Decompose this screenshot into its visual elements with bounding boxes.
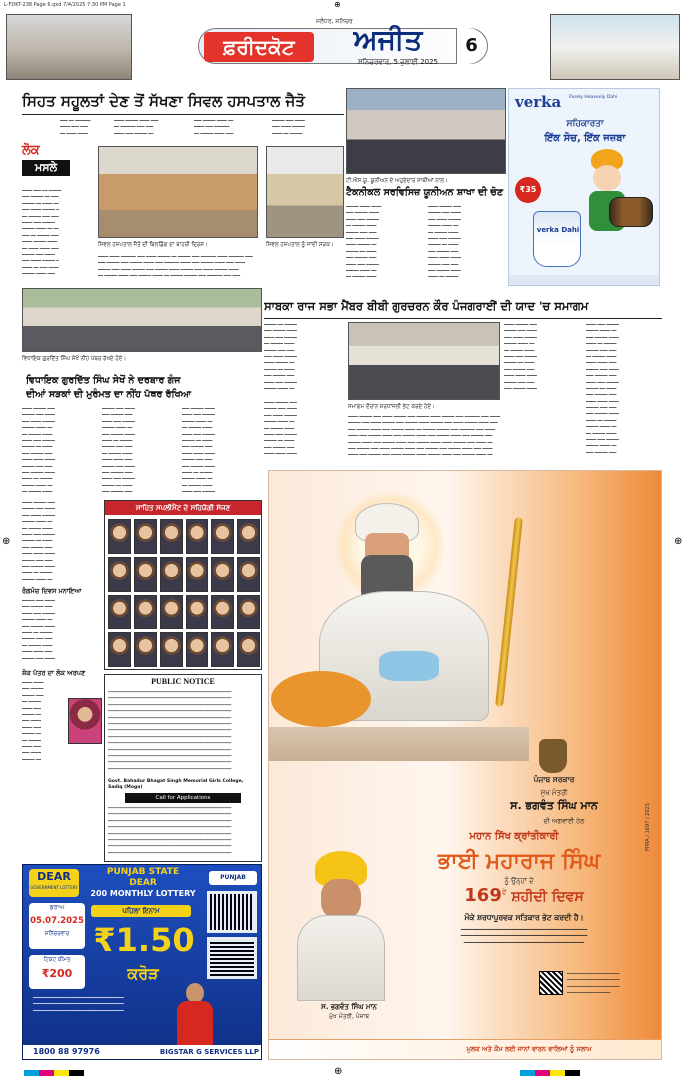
verka-title: ਸਹਿਕਾਰਤਾ [566, 119, 604, 129]
contributor-photo [211, 595, 234, 630]
hero-name: ਭਾਈ ਮਹਾਰਾਜ ਸਿੰਘ [437, 848, 601, 874]
contributor-photo [237, 519, 260, 554]
lottery-footer [23, 1045, 262, 1060]
lottery-title-3: 200 MONTHLY LOTTERY [90, 889, 196, 898]
workers-caption: ਟੀ.ਐਸ.ਯੂ. ਯੂਨੀਅਨ ਦੇ ਅਹੁਦੇਦਾਰ ਸਾਥੀਆਂ ਨਾਲ। [346, 178, 448, 184]
ticket-price-label: ਟਿਕਟ ਕੀਮਤ [43, 957, 71, 963]
notice-body: ━━━━━━━━━━━━━━━━━━━━━━━━━━━━━━━━━━━━━━━━━━━━━━━━━━━━━━━━━ ━━━━━━━━━━━━━━━━━━━━━━━━━━━━━━━━━━━━━━━━━━━━━━━━━━━━━━━━━ ━━━━━━━━━━━━━━━━━━━━━━━━━━━━━━━━━━━━━━━━━━━━━━━━━━━━━━━━━ ━━━━━━━━━━━━━━━━━━━━━━━━━━━━━━━━━━━━━━━━━━━━━━━━━━━━━━━━━ ━━━━━━━━━━━━━━━━━━━━━━━━━━━━━━━━━━━━━━━━━━━━━━━━━━━━━━━━━ ━━━━━━━━━━━━━━━━━━━━━━━━━━━━━━━━━━━━━━━━━━━━━━━━━━━━━━━━━ ━━━━━━━━━━━━━━━━━━━━━━━━━━━━━━━━━━━━━━━━━━━━━━━━━━━━━━━━━ ━━━━━━━━━━━━━━━━━━━━━━━━━━━━━━━━━━━━━━━━━━━━━━━━━━━━━━━━━ ━━━━━━━━━━━━━━━━━━━━━━━━━━━━━━━━━━━━━━━━━━━━━━━━━━━━━━━━━ ━━━━━━━━━━━━━━━━━━━━━━━━━━━━━━━━━━━━━━━━━━━━━━━━━━━━━━━━━ ━━━━━━━━━━━━━━━━━━━━━━━━━━━━━━━━━━━━━━━━━━━━━━━━━━━━━━━━━ ━━━━━━━━━━━━━━━━━━━━━━━━━━━━━━━━━━━━━━━━━━━━━━━━━━━━━━━━━ ━━━━━━━━━━━━━━━━━━━━━━━━━━━━━━━━━━━━━━━━━━━━━━━━━━━━━━━━━ [108, 690, 232, 771]
page-number: 6 [456, 28, 486, 64]
hospital-building-photo [98, 146, 258, 238]
workers-col-1: ━━━━━ ━━━━ ━━━━ ━━━ ━━━━━ ━━━━ ━━━━ ━━━ ━━━━━ ━━ ━━━━━ ━━━━ ━━━━━ ━━━ ━━━ ━━━ ━━━━ ━━━━━ ━━━━ ━━━━━ ━━ ━━━━━ ━━ ━━━━ ━━━ ━━━━━ ━━━ ━━━━ ━━━ ━━━━━ ━━━━━ ━━━━ ━━ ━━ ━━━━━ ━━━━ [346, 204, 382, 280]
draw-label: ਡਰਾਅ [49, 904, 65, 911]
qr-code-2 [207, 937, 257, 979]
hospital-col-3: ━━━ ━━━━━ ━━━━ ━━ ━━━━ ━━━ ━━━━━━ ━━ ━━━━━ ━━━━ ━━━ [194, 118, 234, 136]
prize-unit: ਕਰੋੜ [127, 964, 159, 983]
guruduara-photo [22, 288, 262, 352]
dear-logo [29, 869, 79, 897]
headline-guruduara-2: ਦੀਆਂ ਸੜਕਾਂ ਦੀ ਮੁਰੰਮਤ ਦਾ ਨੀਂਹ ਪੱਥਰ ਰੱਖਿਆ [26, 389, 191, 400]
masthead-date: ਸ਼ਨਿਚਰਵਾਰ, 5 ਜੁਲਾਈ 2025 [357, 58, 439, 66]
headline-small-1: ਰੰਗਮੰਚ ਦਿਵਸ ਮਨਾਇਆ [22, 587, 82, 595]
masthead-banner [198, 16, 488, 78]
govt-qr-code [539, 971, 563, 995]
hospital-caption-2: ਸਿਵਲ ਹਸਪਤਾਲ ਨੂੰ ਜਾਂਦੀ ਸੜਕ। [266, 242, 334, 248]
contributor-photo [134, 595, 157, 630]
cm-title: ਮੁੱਖ ਮੰਤਰੀ [540, 789, 568, 797]
badge-bottom: ਮਸਲੇ [22, 160, 70, 176]
qr-code-1 [207, 891, 257, 933]
cm-name: ਸ. ਭਗਵੰਤ ਸਿੰਘ ਮਾਨ [510, 799, 598, 812]
notice-box-body: ━━━━━━━━━━━━━━━━━━━━━━━━━━━━━━━━━━━━━━━━━━━━━━━━━━━━━━━━━ ━━━━━━━━━━━━━━━━━━━━━━━━━━━━━━━━━━━━━━━━━━━━━━━━━━━━━━━━━ ━━━━━━━━━━━━━━━━━━━━━━━━━━━━━━━━━━━━━━━━━━━━━━━━━━━━━━━━━ ━━━━━━━━━━━━━━━━━━━━━━━━━━━━━━━━━━━━━━━━━━━━━━━━━━━━━━━━━ ━━━━━━━━━━━━━━━━━━━━━━━━━━━━━━━━━━━━━━━━━━━━━━━━━━━━━━━━━ ━━━━━━━━━━━━━━━━━━━━━━━━━━━━━━━━━━━━━━━━━━━━━━━━━━━━━━━━━ ━━━━━━━━━━━━━━━━━━━━━━━━━━━━━━━━━━━━━━━━━━━━━━━━━━━━━━━━━ ━━━━━━━━━━━━━━━━━━━━━━━━━━━━━━━━━━━━━━━━━━━━━━━━━━━━━━━━━ [108, 806, 232, 855]
narrow-col-text-2: ━━━━━ ━━━ ━━━━ ━━━ ━━━━━ ━━━ ━━━━ ━━━ ━━━━━ ━━━━━ ━━━━ ━━ ━━━ ━━━━━ ━━━━ ━━━━ ━━ ━━━━━ ━━━━━ ━━━ ━━━ ━━ ━━━━━ ━━━━ ━━━━ ━━━━ ━━━ ━━━━━ ━━━ ━━━━ [22, 598, 55, 661]
ambassador-figure [173, 983, 217, 1045]
story-guruduara [22, 374, 262, 500]
narrow-col-text-3: ━━━━ ━━━━ ━━━ ━━━━━ ━━━━━ ━━━ ━━ ━━━━━ ━━━━ ━━━ ━━━━━ ━━ ━━━ ━━━━ ━━━━ ━━━ ━━━━━ ━━ ━━ ━━━━━ ━━━━ ━━━ ━━━ ━━━━ ━━━━━ ━━ [22, 680, 44, 762]
cm-photo [293, 851, 389, 1001]
obituary-photo [68, 698, 102, 744]
verka-logo: verka [515, 93, 562, 111]
govt-emblem-icon [539, 739, 567, 773]
supplement-title: ਸਾਹਿਤ ਸਪਲੀਮੈਂਟ ਦੇ ਸਹਿਯੋਗੀ ਸੱਜਣ [105, 501, 261, 515]
drum-illustration [609, 197, 653, 227]
bottom-strip [0, 1062, 687, 1089]
draw-day: ਸ਼ਨਿੱਚਰਵਾਰ [44, 931, 70, 937]
dear-logo-line1: DEAR [37, 870, 71, 883]
memorial-photo [348, 322, 500, 400]
govt-name: ਪੰਜਾਬ ਸਰਕਾਰ [533, 775, 575, 784]
right-building-photo [550, 14, 680, 80]
guruduara-col-2: ━━━━━ ━━━ ━━━━ ━━━ ━━━━━ ━━━ ━━━━ ━━━ ━━━━━ ━━━━━ ━━━━ ━━ ━━━ ━━━━━ ━━━━ ━━━━ ━━ ━━━━━ ━━━━━ ━━━ ━━━ ━━ ━━━━━ ━━━━ ━━━━ ━━━━ ━━━ ━━━━━ ━━━ ━━━━ ━━━ ━━━━━ ━━━ ━━━━ ━━━ ━━━━━ ━━━━━ ━━ ━━━━ ━━━ ━━━━━ ━━━ [102, 406, 135, 495]
anniversary [429, 885, 619, 906]
public-notice [104, 674, 262, 862]
hospital-caption-1: ਸਿਵਲ ਹਸਪਤਾਲ ਜੈਤੋ ਦੀ ਬਿਲਡਿੰਗ ਦਾ ਬਾਹਰੀ ਦ੍ਰਿਸ਼। [98, 242, 208, 248]
govt-info-text: ━━━━━━━━━━━━━━━━━━━━━━━ ━━━━━━━━━━━━━━━━━━━━━━━ ━━━━━━━━━━━━━━━━━━━━━━━ ━━━━━━━━━━━━━━━━━━━ [567, 971, 620, 996]
verka-slogan: ਇੱਕ ਸੋਚ, ਇੱਕ ਜਜ਼ਬਾ [544, 133, 626, 144]
memorial-col-1: ━━━━━ ━━ ━━━━━ ━━━ ━━━━━ ━━━━ ━━━━ ━━━ ━━━━━ ━━ ━━━━━ ━━━━ ━━━━━ ━━━ ━━━ ━━━ ━━━━ ━━━━━ ━━━━ ━━━━━ ━━ ━━━━━ ━━ ━━━━ ━━━ ━━━━━ ━━━ ━━━━ ━━━ ━━━━━ ━━━━━ ━━━━ ━━ [264, 322, 297, 391]
masthead-sub: ਜਲੰਧਰ, ਸ਼ਨਿਚਰ [316, 18, 353, 25]
register-mark-right: ⊕ [674, 536, 683, 547]
badge-top: ਲੋਕ [22, 143, 40, 158]
govt-footer [269, 1039, 662, 1060]
ticket-price-box [29, 955, 85, 989]
prize-amount: ₹1.50 [93, 921, 195, 959]
led-by: ਦੀ ਅਗਵਾਈ ਹੇਠ [543, 817, 585, 825]
contributor-photo [237, 557, 260, 592]
cm-caption-role: ਮੁੱਖ ਮੰਤਰੀ, ਪੰਜਾਬ [328, 1013, 370, 1020]
contributor-photo [108, 595, 131, 630]
draw-date-box [29, 903, 85, 949]
govt-footer-text: ਮੁਲਕ ਅਤੇ ਕੌਮ ਲਈ ਜਾਨਾਂ ਵਾਰਨ ਵਾਲਿਆਂ ਨੂੰ ਸਲਾਮ [466, 1045, 592, 1053]
dahi-cup [533, 211, 581, 267]
hospital-col-2: ━━━━ ━━━━━ ━━━━ ━━━ ━━ ━━━━━━ ━━━ ━━━ ━━━━ ━━━ ━━━━━ ━━ [114, 118, 159, 136]
masthead-paper: ਅਜੀਤ [353, 23, 423, 56]
sword-icon [495, 517, 523, 707]
contributor-photo [134, 557, 157, 592]
left-building-photo [6, 14, 132, 80]
lottery-fine-print: ━━━━━━━━━━━━━━━━━━━━━━━━━━━━━━━━━━━━ ━━━━━━━━━━━━━━━━━━━━━━━━━━━━━━━━━━━━ ━━━━━━━━━━━━━━━━━━━━━━━━━━━━━━━━━━━━ [33, 995, 124, 1013]
left-narrow-column [22, 500, 102, 862]
memorial-col-3: ━━━━ ━━━━━ ━━━ ━━━━━ ━━━ ━━━━ ━━━ ━━━━ ━━━━━ ━━━━━ ━━━━ ━━ ━━ ━━━━━ ━━━━ ━━━━ ━━━ ━━━━━ ━━━━━ ━━ ━━━━ ━━━ ━━━━━ ━━━ ━━━━ ━━━━ ━━━━ ━━━━━ ━━━ ━━━ ━━━ ━━━━━ ━━━━ [504, 322, 537, 391]
hospital-col-4: ━━━━━ ━━━ ━━━━ ━━━ ━━━━ ━━━━━ ━━━━ ━━ ━━━━━ [272, 118, 305, 136]
register-mark-top: ⊕ [334, 0, 341, 9]
contributors-grid [108, 519, 260, 667]
saint-cushion [271, 671, 371, 727]
govt-quote: ━━━━━━━━━━━━━━━━━━━━━━━━━━━━━━━━━━━━━━━━━━ ━━━━━━━━━━━━━━━━━━━━━━━━━━━━━━━━━━━━━━━━━━ ━━━━━━━━━━━━━━━━━━━━━━━━━━━━━━━━━━━━━━━━ [460, 927, 588, 946]
supplement-box [104, 500, 262, 670]
headline-memorial: ਸਾਬਕਾ ਰਾਜ ਸਭਾ ਮੈਂਬਰ ਬੀਬੀ ਗੁਰਚਰਨ ਕੌਰ ਪੰਜਗਰਾਈਂ ਦੀ ਯਾਦ 'ਚ ਸਮਾਗਮ [264, 299, 589, 313]
hospital-body-bottom: ━━━━ ━━━━ ━━━━━━ ━━━ ━━━━ ━━━━━ ━━ ━━━━━ ━━━ ━━━━━━ ━━━━ ━━━━━━ ━━━ ━━━ ━━━━━ ━━━ ━━━━━ ━━━━ ━━━ ━━━━━━ ━━━━ ━━━ ━━━━━ ━━━━ ━━━ ━━━━ ━━━━━ ━━━ ━━━━ ━━━━━ ━━━ ━━━━━ ━━━━ ━━━━━ ━━━ ━━━━ ━━━━━ ━━━━ ━━ ━━━━━ ━━━━ ━━━ ━━━━━ ━━━━ ━━ ━━━━━ ━━━━━ ━━━ ━━━━━━ ━━━ ━━━ [98, 254, 253, 279]
headline-small-2: ਸ਼ੋਕ ਪੱਤਰ ਦਾ ਲੋਕ ਅਰਪਣ [22, 669, 86, 677]
contributor-photo [237, 632, 260, 667]
contributor-photo [108, 557, 131, 592]
contributor-photo [211, 632, 234, 667]
memorial-col-1b: ━━━━ ━━━━━ ━━━ ━━━━━ ━━━ ━━━━ ━━━ ━━━━ ━━━━━ ━━━━━ ━━━━ ━━ ━━ ━━━━━ ━━━━ ━━━━ ━━━ ━━━━━ ━━━━━ ━━ ━━━━ ━━━ ━━━━━ ━━━ ━━━━ ━━━━ ━━━━ [264, 400, 297, 457]
public-notice-title: PUBLIC NOTICE [151, 677, 215, 686]
govt-ad [268, 470, 662, 1060]
contributor-photo [108, 632, 131, 667]
masthead [0, 12, 687, 86]
verka-price-badge: ₹35 [515, 177, 541, 203]
headline-workers: ਟੈਕਨੀਕਲ ਸਰਵਿਸਿਜ਼ ਯੂਨੀਅਨ ਸ਼ਾਖਾ ਦੀ ਚੋਣ [346, 187, 504, 198]
workers-col-2: ━━━━ ━━━━━ ━━━ ━━━━━ ━━━ ━━━━ ━━━ ━━━━ ━━━━━ ━━━━━ ━━━━ ━━ ━━ ━━━━━ ━━━━ ━━━━ ━━━ ━━━━━ ━━━━━ ━━ ━━━━ ━━━ ━━━━━ ━━━ ━━━━ ━━━━ ━━━━ ━━━━━ ━━━ ━━━ ━━━ ━━━━━ ━━━━ ━━━━ ━━ ━━━━━ [428, 204, 461, 280]
contributor-photo [237, 595, 260, 630]
contributor-photo [134, 632, 157, 667]
color-bar-right [520, 1070, 580, 1076]
printer-strip [0, 0, 687, 12]
guruduara-col-1: ━━━━ ━━━━━ ━━━ ━━━━━ ━━━ ━━━━ ━━━ ━━━━ ━━━━━ ━━━━━ ━━━━ ━━ ━━ ━━━━━ ━━━━ ━━━━ ━━━ ━━━━━ ━━━━━ ━━ ━━━━ ━━━ ━━━━━ ━━━ ━━━━ ━━━━ ━━━━ ━━━━━ ━━━ ━━━ ━━━ ━━━━━ ━━━━ ━━━━ ━━ ━━━━━ ━━━━━ ━━━━ ━━ ━━ ━━━━━ ━━━━ [22, 406, 55, 495]
draw-date: 05.07.2025 [30, 916, 84, 926]
contributor-photo [160, 519, 183, 554]
govt-side-code: PPRA / 1697 / 2025 [645, 803, 651, 851]
headline-guruduara-1: ਵਿਧਾਇਕ ਗੁਰਦਿੱਤ ਸਿੰਘ ਸੇਖੋਂ ਨੇ ਦਰਬਾਰ ਗੰਜ [26, 375, 181, 386]
saint-blue-cloth [379, 651, 439, 681]
contributor-photo [134, 519, 157, 554]
anniversary-sup: ਵੇਂ [501, 888, 507, 897]
contributor-photo [186, 557, 209, 592]
contributor-photo [186, 519, 209, 554]
register-mark-left: ⊕ [2, 536, 11, 547]
cm-caption-name: ਸ. ਭਗਵੰਤ ਸਿੰਘ ਮਾਨ [321, 1003, 377, 1011]
dear-logo-line2: GOVERNMENT LOTTERY [30, 885, 78, 890]
lottery-title-2: DEAR [129, 878, 157, 888]
to-them: ਨੂੰ ਉਨ੍ਹਾਂ ਦੇ [504, 877, 534, 885]
saint-painting [269, 471, 529, 761]
notice-box-title: Call for Applications [125, 793, 241, 803]
narrow-col-text-1: ━━━━ ━━━━━ ━━━ ━━━━━ ━━━ ━━━━ ━━━ ━━━━ ━━━━━ ━━━━━ ━━━━ ━━ ━━ ━━━━━ ━━━━ ━━━━ ━━━ ━━━━━ ━━━━━ ━━ ━━━━ ━━━ ━━━━━ ━━━ ━━━━ ━━━━ ━━━━ ━━━━━ ━━━ ━━━ ━━━ ━━━━━ ━━━━ ━━━━ ━━ ━━━━━ ━━━━━ ━━━━ ━━ [22, 500, 55, 582]
verka-ad [508, 88, 660, 286]
contributor-photo [108, 519, 131, 554]
lottery-ad [22, 864, 262, 1060]
color-bar-left [24, 1070, 84, 1076]
contributor-photo [211, 557, 234, 592]
hospital-road-photo [266, 146, 344, 238]
notice-college: Govt. Bahadur Bhagat Singh Memorial Girls College, Sadiq (Moga) [108, 779, 244, 790]
contributor-photo [186, 595, 209, 630]
saint-platform [269, 727, 529, 761]
dahi-cup-label: verka Dahi [536, 226, 580, 234]
anniversary-label: ਸ਼ਹੀਦੀ ਦਿਵਸ [511, 889, 584, 905]
contributor-photo [211, 519, 234, 554]
verka-small-tagline: Purely Heavenly Dahi [569, 95, 618, 100]
printer-line: L-FDKT-238 Page 6.qxd 7/4/2025 7:30 PM Page 1 [4, 2, 126, 8]
memorial-caption: ਸਮਾਗਮ ਦੌਰਾਨ ਸ਼ਰਧਾਂਜਲੀ ਭੇਟ ਕਰਦੇ ਹੋਏ। [348, 404, 435, 410]
contributor-photo [160, 595, 183, 630]
workers-photo [346, 88, 506, 174]
story-hospital [22, 90, 344, 286]
hospital-col-1: ━━━ ━━ ━━━━━━ ━━━━ ━━━ ━━━ ━━ ━━━━ ━━━━ [60, 118, 91, 136]
lok-masle-badge [22, 142, 70, 182]
guruduara-col-3: ━━━ ━━━━━ ━━━━ ━━━━ ━━━ ━━━━━ ━━━━━ ━━━━ ━━ ━━ ━━━━━ ━━━━ ━━━━ ━━━ ━━━━━ ━━━━━ ━━ ━━━━ ━━━ ━━━━━ ━━━ ━━━━ ━━━━ ━━━━ ━━━━━ ━━━ ━━━ ━━━ ━━━━━ ━━━━ ━━━━ ━━ ━━━━━ ━━━━━ ━━━━ ━━ ━━ ━━━━━ ━━━━ ━━━━ ━━━ ━━━━━ [182, 406, 215, 495]
story-memorial [264, 296, 662, 466]
lottery-phone: 1800 88 97976 [33, 1047, 100, 1056]
hero-intro: ਮਹਾਨ ਸਿੱਖ ਕ੍ਰਾਂਤੀਕਾਰੀ [469, 831, 559, 842]
memorial-col-4: ━━━━ ━━━ ━━━━━ ━━━━━ ━━━━ ━━ ━━━ ━━━━━ ━━━━ ━━━━ ━━ ━━━━━ ━━━━━ ━━━ ━━━ ━━ ━━━━━ ━━━━ ━━━━ ━━━━ ━━━ ━━━━━ ━━━ ━━━━ ━━━ ━━━━━ ━━━ ━━━━ ━━━ ━━━━━ ━━━━━ ━━ ━━━━ ━━━ ━━━━━ ━━━ ━━━━ ━━━━ ━━━━ ━━━━━ ━━━ ━━━ ━━━ ━━━━━ ━━━━ ━━━━ ━━ ━━━━━ ━━━━━ ━━━━ ━━ ━━ ━━━━━ ━━━━ ━━━━ ━━━ ━━━━━ ━━━━━ ━━━━ ━━ ━━━ ━━━━━ ━━━ [586, 322, 619, 455]
tribute-line: ਮੌਕੇ ਸ਼ਰਧਾਪੂਰਵਕ ਸਤਿਕਾਰ ਭੇਟ ਕਰਦੀ ਹੈ। [464, 913, 584, 922]
story-workers [346, 88, 506, 288]
anniversary-number: 169 [464, 885, 502, 906]
hospital-body-left: ━━━━ ━━━ ━━ ━━━━━ ━━━ ━━━━━ ━━ ━━━ ━━━━━ ━━ ━━━━ ━━ ━━━ ━━━━ ━━━━━ ━ ━━ ━━━━━ ━━━ ━━━ ━━━━ ━━━ ━━━━━ ━━━━━ ━━━━ ━━ ━━ ━━━ ━━ ━━━━━ ━━━ ━━━━ ━━━━━ ━━━━ ━━ ━━━━ ━━━━ ━━━ ━━━━━ ━━━ ━━━━ ━━━ ━━━━ ━━━━━ ━ ━━━━ ━━ ━━━ ━━━━ ━━━━━ ━━━━ ━━━ [22, 188, 62, 277]
headline-hospital: ਸਿਹਤ ਸਹੂਲਤਾਂ ਦੇਣ ਤੋਂ ਸੱਖਣਾ ਸਿਵਲ ਹਸਪਤਾਲ ਜੈਤੋ [22, 92, 305, 110]
lottery-agent: BIGSTAR G SERVICES LLP [159, 1048, 259, 1056]
contributor-photo [160, 557, 183, 592]
punjab-logo: PUNJAB [209, 871, 257, 885]
ticket-price: ₹200 [41, 967, 73, 980]
guruduara-caption: ਵਿਧਾਇਕ ਗੁਰਦਿੱਤ ਸਿੰਘ ਸੇਖੋਂ ਨੀਂਹ ਪੱਥਰ ਰੱਖਦੇ ਹੋਏ। [22, 356, 127, 362]
masthead-city: ਫ਼ਰੀਦਕੋਟ [204, 32, 314, 62]
contributor-photo [186, 632, 209, 667]
contributor-photo [160, 632, 183, 667]
prize-label: ਪਹਿਲਾ ਇਨਾਮ [91, 905, 191, 917]
register-mark-bottom: ⊕ [334, 1066, 343, 1077]
lottery-title-1: PUNJAB STATE [106, 867, 180, 877]
memorial-body-bottom: ━━━━ ━━━━━ ━━━ ━━━━ ━━━━━ ━━━ ━━━━━ ━━━━ ━━━━━ ━━━ ━━━━━━ ━━━ ━━━━ ━━━━━ ━━━ ━━━━ ━━━━━ ━━━ ━━━━━ ━━━━ ━━━━━ ━━━ ━━━━ ━━━━━ ━━━━ ━━━ ━━━ ━━━━━ ━━━━ ━━━ ━━━━━ ━━━━ ━━ ━━━━━ ━━━━━ ━━━ ━━━━━━ ━━━ ━━━━ ━━━━ ━━━ ━━━━━ ━━━━ ━━━ ━━━━━ ━━━━ ━━━ ━━━━━ ━━━━ ━━━ ━━━━━ ━━━ ━━━━━ ━━━━ ━━━ ━━━━━ ━━━━ ━━━ ━━━━━ ━━━━ ━━━━ ━━━━━ ━━━ ━━━━ ━━ ━━━ ━━━━━ ━━━ ━━━━ ━━━━━ ━━━━ ━━━ ━━━━━ ━━━ ━━━━━ ━━━━ ━━━ ━━━━ ━━━━ ━━━ ━━━━━ ━━━ ━━━━ ━━━━━ ━━━━ ━━━━━ ━━━━ ━━━ ━━━━━ ━━━━ ━━ [348, 414, 501, 458]
